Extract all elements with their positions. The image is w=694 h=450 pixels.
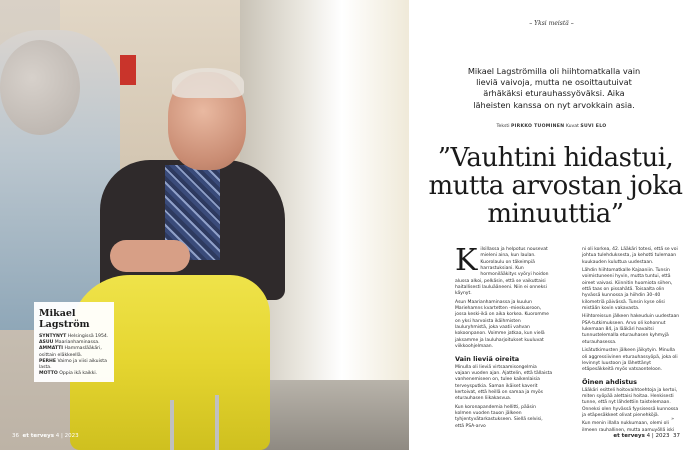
issue-number: 4 | 2023	[646, 433, 670, 439]
row-label: PERHE	[39, 358, 57, 364]
page-number: 36	[12, 433, 19, 439]
left-page-footer	[12, 433, 79, 439]
credit-writer: PIRKKO TUOMINEN	[510, 124, 565, 129]
chair-leg	[170, 400, 174, 450]
profile-infobox	[34, 302, 114, 382]
profile-row-motto	[39, 371, 109, 377]
credit-photographer: SUVI ELO	[580, 124, 607, 129]
magazine-brand: et terveys	[613, 433, 645, 439]
body-paragraph: Kun menin illalla nukkumaan, olemi oli ilmeen rauhallinen, mutta aamuyöllä iski	[582, 421, 675, 433]
article-credits	[409, 124, 694, 129]
right-page	[409, 0, 694, 450]
profile-last-name: Lagström	[39, 319, 90, 330]
body-paragraph: Minulla oli lieviä virtsaamisongelmia vajaan vuoden ajan. Ajattelin, että tällaista vanhenemiseen on, tulee kaikenlaisia terveysputkia. Saman ikäiset kaverit kertoivat, että heillä on samaa ja myös eturauhasen liikakasvua.	[455, 364, 553, 402]
body-paragraph: Lähdin hiihtomatkalle Kajaaniin. Tunsin voimistuneeni hyvin, mutta tuntui, että oireet vaivasi. Kiinnitin huomiota siihen, että taas on pissahätä. Toisaalta olin hyvässä kunnossa ja hiihdin 30–40 kilometriä päivässä. Tunsin kyse olisi mistään kovin vakavasta.	[582, 268, 673, 312]
subheading: Vain lieviä oireita	[455, 354, 520, 363]
article-lead: Mikael Lagströmilla oli hiihtomatkalla vain lieviä vaivoja, mutta ne osoittautuivat ärhäkäksi eturauhassyöväksi. Aika läheisten kanssa on nyt arvokkain asia.	[467, 66, 641, 110]
dropcap: K	[455, 243, 478, 278]
background-red-sign	[120, 55, 136, 85]
row-label: MOTTO	[39, 371, 58, 377]
chair-leg	[215, 395, 219, 450]
issue-number: 4 | 2023	[55, 433, 79, 439]
credit-label: Teksti	[496, 124, 510, 129]
blurred-head	[0, 40, 80, 135]
man-hair	[172, 68, 244, 98]
credit-label: Kuvat	[565, 124, 579, 129]
body-paragraph: Asun Maarianhaminassa ja kuulun Mariehamns kvartetten -mieskuoroon, jossa keski-ikä on aika korkea. Kuoromme on yksi harvoista ikäihmisten lauluryhmistä, joka vaatii vahvan kokoonpanon. Voimme jatkaa, kun vielä jaksamme ja lauluharjoitukset kuuluvat viikkoohjelmaan.	[455, 299, 549, 350]
body-paragraph: Lisätutkimusten jälkeen jäikytyin. Minulla oli aggressiivinen eturauhassyöpä, joka oli levinnyt luustoon ja lähettänyt etäpesäkkeitä myös vatsaonteloon.	[582, 348, 678, 373]
row-label: SYNTYNYT	[39, 334, 67, 339]
row-label: ASUU	[39, 340, 54, 346]
body-paragraph: Hiihtoreissun jälkeen hakeuduin uudestaan PSA-tutkimukseen. Arvo oli kohonnut lukemaan 84, ja lääkäri havaitsi tunnustelemalla eturauhasen kyhmyjä eturauhasessa.	[582, 314, 680, 345]
body-column-2	[582, 247, 680, 436]
man-hands	[110, 240, 190, 272]
continue-mark: »	[671, 416, 675, 422]
page-number: 37	[673, 433, 680, 439]
row-text: Helsingissä 1954.	[67, 334, 109, 339]
body-paragraph: Lääkäri esitteli hoitovaihtoehtoja ja kertoi, miten syöpää alettaisi hoitaa. Henkisesti tunne, että nyt lähdettiin taistelemaan. Onneksi olen hyvässä fyysisessä kunnossa ja etäpesäkkeet olivat pienehköjä.	[582, 387, 679, 418]
article-headline: ”Vauhtini hidastui, mutta arvostan joka minuuttia”	[428, 143, 683, 229]
right-page-footer	[613, 433, 680, 439]
row-text: Maarianhaminassa.	[54, 340, 100, 346]
row-text: Oppia ikä kaikki.	[59, 371, 98, 377]
row-text: Hammaslääkäri, osittain eläkkeellä.	[39, 346, 102, 358]
section-kicker: – Yksi meistä –	[529, 20, 574, 27]
profile-row-occupation	[39, 346, 109, 358]
profile-first-name: Mikael	[39, 308, 76, 319]
subheading: Öinen ahdistus	[582, 377, 638, 386]
body-column-1	[455, 243, 553, 432]
body-paragraph: Kun koronapandemia hellitti, pääsin kolmen vuoden tauon jälkeen tyhjentyvätarkastukseen. Siellä selvisi, että PSA-arvo	[455, 404, 543, 429]
magazine-brand: et terveys	[22, 433, 55, 439]
row-label: AMMATTI	[39, 346, 63, 352]
profile-row-family	[39, 359, 109, 371]
body-paragraph: ni oli korkea, 42. Lääkäri totesi, että se voi johtua tulehduksesta, ja kehotti tulemaan kuukauden kuluttua uudestaan.	[582, 247, 678, 265]
row-text: Vaimo ja viisi aikuista lasta.	[39, 358, 107, 371]
body-paragraph: ilsillassa ja helpotus nousevat mieleni aina, kun laulan. Kuorolaulu on täkeimpiä harrastuksiani. Kun hormonilääkitys vyöryi hoidon alussa alkoi, pelkäsin, että se vaikuttaisi haitallisesti lauluääneeni. Niin ei onneksi käynyt.	[455, 247, 549, 297]
profile-name	[39, 308, 109, 330]
